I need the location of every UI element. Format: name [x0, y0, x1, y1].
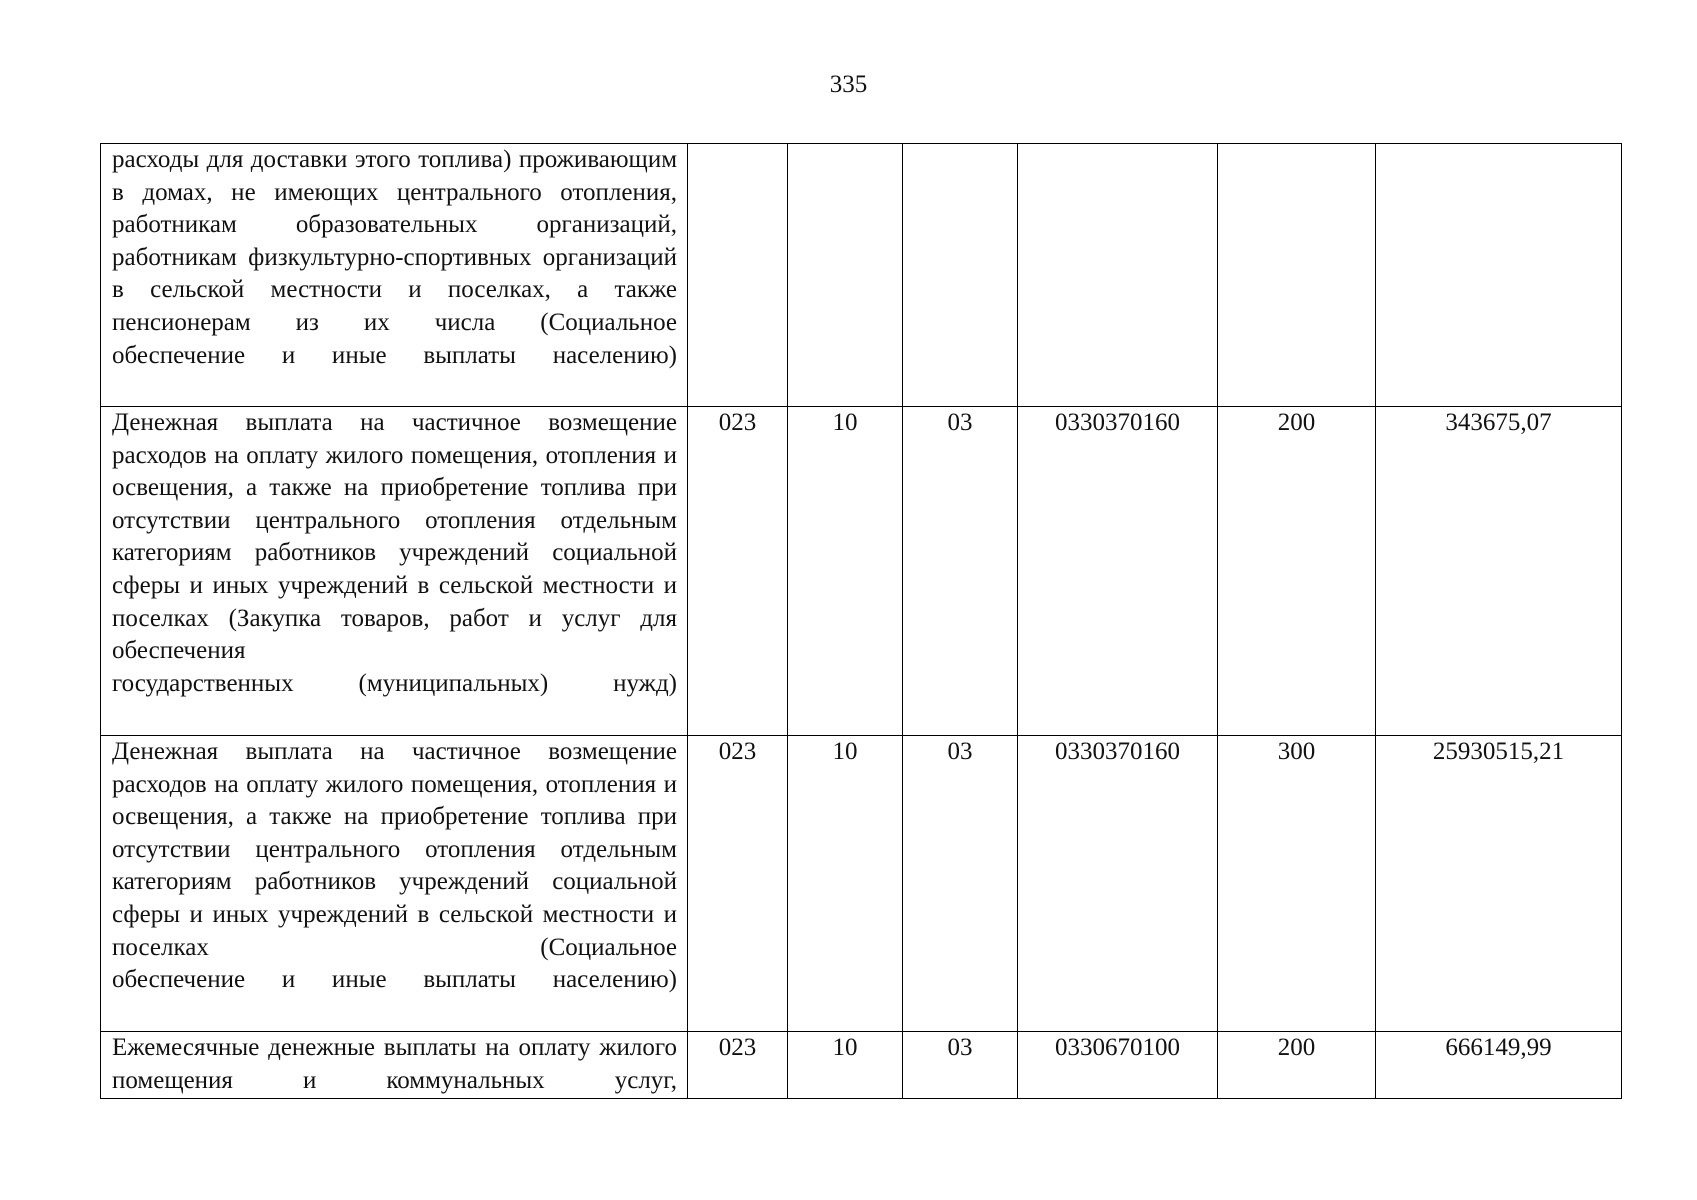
- description-line: сельской местности и поселках (Закупка: [112, 571, 677, 632]
- cell-sum: 25930515,21: [1376, 736, 1622, 1032]
- description-line: расходов на оплату жилого помещения,: [112, 770, 539, 798]
- table-row: [101, 736, 1622, 1032]
- description-line: Денежная выплата на частичное возмещение: [112, 738, 677, 765]
- cell-sum: 343675,07: [1376, 407, 1622, 736]
- row-description: [101, 407, 688, 736]
- description-line: государственных (муниципальных) нужд): [112, 669, 677, 697]
- cell-vr: 200: [1218, 1032, 1376, 1099]
- cell-rz: 10: [788, 1032, 903, 1099]
- cell-pr: 03: [903, 1032, 1018, 1099]
- description-line: социальной сферы и иных учреждений в: [112, 868, 677, 928]
- description-line: обеспечение и иные выплаты населению): [112, 966, 677, 994]
- cell-csr: 0330370160: [1018, 407, 1218, 736]
- table-row: [101, 407, 1622, 736]
- table-row: [101, 1032, 1622, 1099]
- cell-sum: 666149,99: [1376, 1032, 1622, 1099]
- description-line: расходов на оплату жилого помещения,: [112, 441, 539, 469]
- description-line: проживающим в домах, не имеющих: [112, 146, 678, 206]
- budget-table: [100, 143, 1622, 1099]
- description-line: центрального отопления отдельным: [255, 835, 678, 863]
- row-description: [101, 1032, 688, 1099]
- description-line: социальной сферы и иных учреждений в: [112, 539, 677, 599]
- description-line: отопления и освещения, а также на: [112, 441, 677, 502]
- cell-ved: 023: [688, 407, 788, 736]
- description-line: товаров, работ и услуг для обеспечения: [112, 604, 677, 665]
- description-line: Денежная выплата на частичное возмещение: [112, 409, 677, 436]
- row-description: [101, 736, 688, 1032]
- description-line: физкультурно-спортивных организаций в: [112, 243, 677, 304]
- description-line: приобретение топлива при отсутствии: [112, 803, 678, 863]
- cell-pr: 03: [903, 407, 1018, 736]
- cell-pr: 03: [903, 736, 1018, 1032]
- table-row: [101, 144, 1622, 407]
- description-line: образовательных организаций, работникам: [112, 211, 677, 271]
- cell-csr: 0330670100: [1018, 1032, 1218, 1099]
- description-line: сельской местности и поселках (Социальное: [112, 900, 677, 961]
- description-line: центрального отопления отдельным: [255, 506, 678, 534]
- cell-sum: [1376, 144, 1622, 407]
- page-number: 335: [829, 71, 868, 98]
- description-line: отопления и освещения, а также на: [112, 770, 677, 831]
- description-line: жилого помещения и коммунальных услуг,: [112, 1034, 677, 1094]
- cell-rz: 10: [788, 407, 903, 736]
- cell-vr: 300: [1218, 736, 1376, 1032]
- description-line: категориям работников учреждений: [112, 539, 530, 567]
- cell-ved: 023: [688, 1032, 788, 1099]
- description-line: категориям работников учреждений: [112, 868, 530, 896]
- cell-ved: 023: [688, 736, 788, 1032]
- cell-rz: 10: [788, 736, 903, 1032]
- cell-ved: [688, 144, 788, 407]
- description-line: обеспечение и иные выплаты населению): [112, 341, 677, 369]
- row-description: [101, 144, 688, 407]
- description-line: пенсионерам из их числа (Социальное: [112, 308, 677, 336]
- cell-pr: [903, 144, 1018, 407]
- description-line: сельской местности и поселках, а также: [150, 276, 678, 304]
- cell-rz: [788, 144, 903, 407]
- description-line: приобретение топлива при отсутствии: [112, 474, 678, 534]
- description-line: центрального отопления, работникам: [112, 178, 678, 239]
- cell-csr: 0330370160: [1018, 736, 1218, 1032]
- description-line: расходы для доставки этого топлива): [112, 146, 512, 173]
- cell-vr: 200: [1218, 407, 1376, 736]
- cell-vr: [1218, 144, 1376, 407]
- description-line: Ежемесячные денежные выплаты на оплату: [112, 1034, 591, 1061]
- cell-csr: [1018, 144, 1218, 407]
